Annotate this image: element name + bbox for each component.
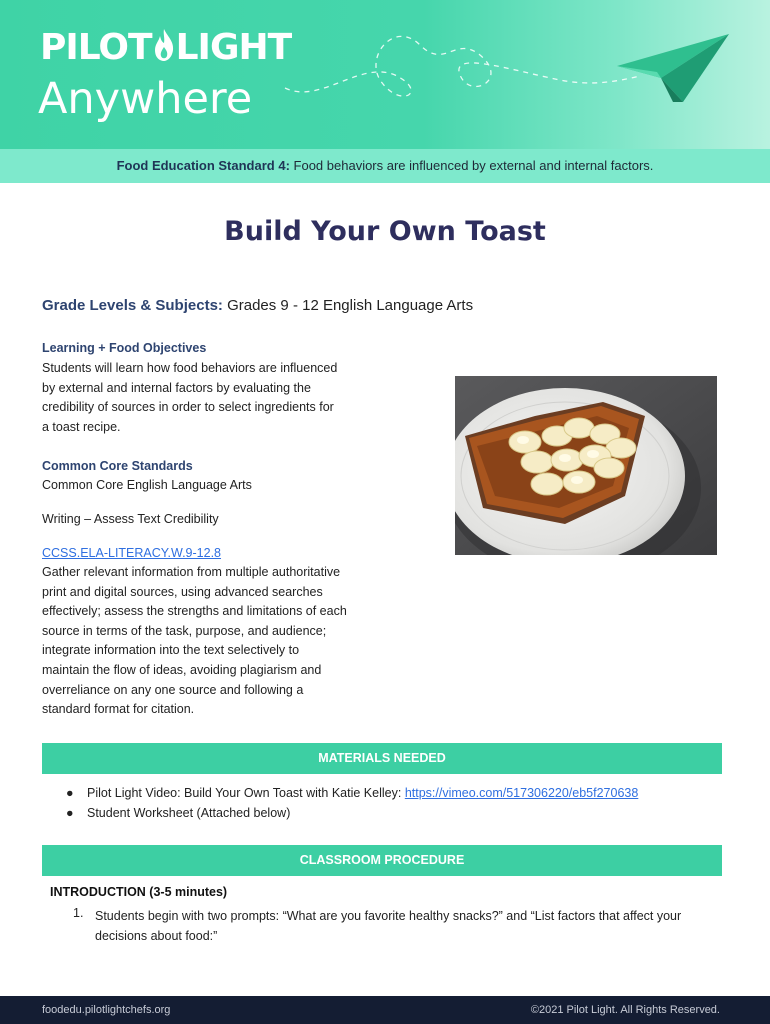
- core-line: Gather relevant information from multiple authoritative: [42, 565, 341, 579]
- bullet-icon: ●: [66, 786, 74, 800]
- step-number: 1.: [73, 906, 84, 920]
- grade-label: Grade Levels & Subjects:: [42, 297, 223, 314]
- core-description: [42, 563, 372, 720]
- objectives-line: Students will learn how food behaviors are influenced: [42, 361, 338, 375]
- core-line: maintain the flow of ideas, avoiding plagiarism and: [42, 662, 322, 677]
- materials-item-2-text: Student Worksheet (Attached below): [87, 806, 291, 820]
- core-line: standard format for citation.: [42, 702, 195, 717]
- core-line: print and digital sources, using advanced searches: [42, 584, 323, 599]
- toast-illustration: [455, 376, 717, 555]
- core-line: effectively; assess the strengths and limitations of each: [42, 604, 347, 619]
- standard-bar: [0, 149, 770, 183]
- objectives-line: by external and internal factors by evaluating the: [42, 380, 311, 395]
- core-subject: Common Core English Language Arts: [42, 478, 252, 492]
- logo-light-text: LIGHT: [175, 27, 292, 68]
- video-link[interactable]: https://vimeo.com/517306220/eb5f270638: [404, 786, 639, 800]
- procedure-heading: CLASSROOM PROCEDURE: [42, 845, 722, 876]
- footer: [0, 996, 770, 1024]
- objectives-line: a toast recipe.: [42, 419, 121, 434]
- objectives-line: credibility of sources in order to select ingredients for: [42, 400, 334, 415]
- standard-text: Food behaviors are influenced by external and internal factors.: [293, 158, 654, 173]
- footer-site[interactable]: foodedu.pilotlightchefs.org: [42, 1004, 171, 1016]
- objectives-text: [42, 359, 372, 437]
- logo-pilot-text: PILOT: [40, 27, 152, 68]
- page-title: Build Your Own Toast: [224, 216, 546, 247]
- intro-heading: INTRODUCTION (3-5 minutes): [50, 885, 228, 899]
- logo-pilotlight: [40, 28, 291, 68]
- objectives-heading: Learning + Food Objectives: [42, 341, 207, 355]
- header-banner: [0, 0, 770, 149]
- flame-icon: [153, 28, 175, 62]
- toast-photo: [455, 376, 717, 555]
- footer-copyright: ©2021 Pilot Light. All Rights Reserved.: [530, 1004, 720, 1016]
- core-standard-link[interactable]: CCSS.ELA-LITERACY.W.9-12.8: [42, 546, 222, 560]
- core-writing: Writing – Assess Text Credibility: [42, 512, 219, 526]
- materials-heading: MATERIALS NEEDED: [42, 743, 722, 774]
- core-line: integrate information into the text selectively to: [42, 643, 300, 658]
- grade-value: Grades 9 - 12 English Language Arts: [227, 297, 474, 314]
- bullet-icon: ●: [66, 806, 74, 820]
- materials-item-1-text: Pilot Light Video: Build Your Own Toast with Katie Kelley:: [87, 786, 402, 800]
- core-heading: Common Core Standards: [42, 459, 193, 473]
- paper-plane-icon: [617, 32, 735, 104]
- core-line: overreliance on any one source and following a: [42, 682, 304, 697]
- core-line: source in terms of the task, purpose, and audience;: [42, 623, 327, 638]
- step-text: Students begin with two prompts: “What are you favorite healthy snacks?” and “List factors that affect your decisions about food:”: [95, 909, 682, 943]
- grade-levels: [42, 297, 473, 314]
- standard-label: Food Education Standard 4:: [116, 158, 290, 173]
- logo-anywhere: Anywhere: [38, 74, 253, 124]
